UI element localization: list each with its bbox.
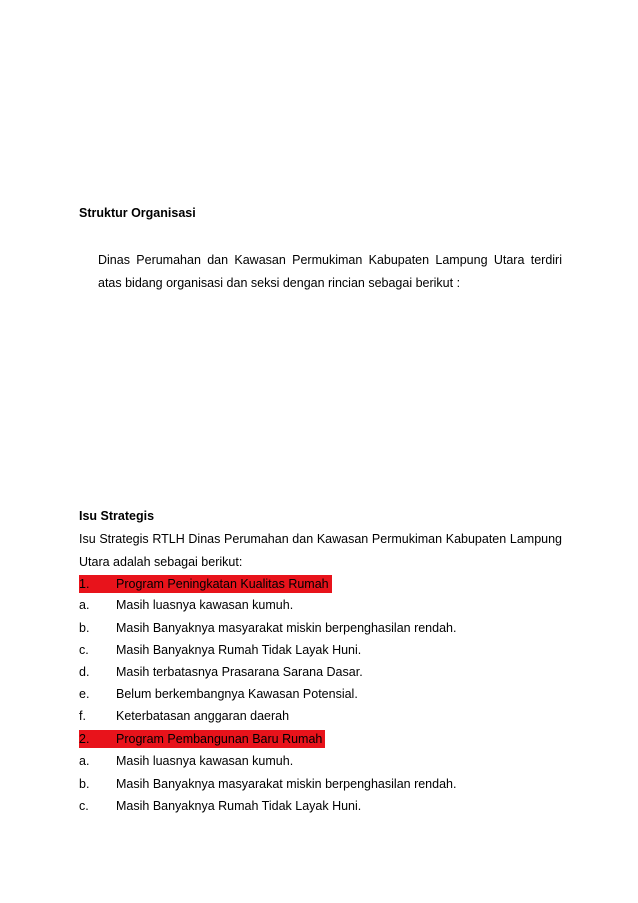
list-marker: c.	[79, 799, 89, 813]
list-marker: d.	[79, 665, 90, 679]
list-marker: a.	[79, 754, 90, 768]
list-item	[79, 596, 293, 614]
list-item-text: Masih luasnya kawasan kumuh.	[116, 598, 294, 612]
list-item-text: Program Pembangunan Baru Rumah	[116, 732, 323, 746]
isu-paragraph: Isu Strategis RTLH Dinas Perumahan dan Kawasan Permukiman Kabupaten Lampung Utara adalah sebagai berikut:	[79, 532, 562, 569]
list-item-text: Masih terbatasnya Prasarana Sarana Dasar.	[116, 665, 363, 679]
list-item	[79, 707, 289, 725]
list-item	[79, 619, 456, 637]
list-marker: 1.	[79, 577, 90, 591]
struktur-paragraph: Dinas Perumahan dan Kawasan Permukiman Kabupaten Lampung Utara terdiri atas bidang organisasi dan seksi dengan rincian sebagai berikut :	[98, 253, 562, 290]
list-marker: e.	[79, 687, 90, 701]
list-item	[79, 641, 361, 659]
list-marker: f.	[79, 709, 86, 723]
list-item	[79, 797, 361, 815]
program-1-title	[79, 575, 332, 593]
list-item	[79, 663, 363, 681]
list-item-text: Masih Banyaknya Rumah Tidak Layak Huni.	[116, 643, 362, 657]
list-marker: b.	[79, 621, 90, 635]
list-marker: c.	[79, 643, 89, 657]
isu-heading: Isu Strategis	[79, 509, 155, 523]
list-item-text: Masih Banyaknya masyarakat miskin berpenghasilan rendah.	[116, 621, 457, 635]
list-item-text: Masih Banyaknya Rumah Tidak Layak Huni.	[116, 799, 362, 813]
struktur-heading: Struktur Organisasi	[79, 206, 196, 220]
list-marker: b.	[79, 777, 90, 791]
list-item-text: Program Peningkatan Kualitas Rumah	[116, 577, 329, 591]
program-2-title	[79, 730, 325, 748]
list-item	[79, 685, 358, 703]
list-marker: a.	[79, 598, 90, 612]
list-item-text: Belum berkembangnya Kawasan Potensial.	[116, 687, 358, 701]
list-item-text: Keterbatasan anggaran daerah	[116, 709, 290, 723]
list-item	[79, 752, 293, 770]
list-marker: 2.	[79, 732, 90, 746]
list-item-text: Masih Banyaknya masyarakat miskin berpenghasilan rendah.	[116, 777, 457, 791]
list-item-text: Masih luasnya kawasan kumuh.	[116, 754, 294, 768]
list-item	[79, 775, 456, 793]
